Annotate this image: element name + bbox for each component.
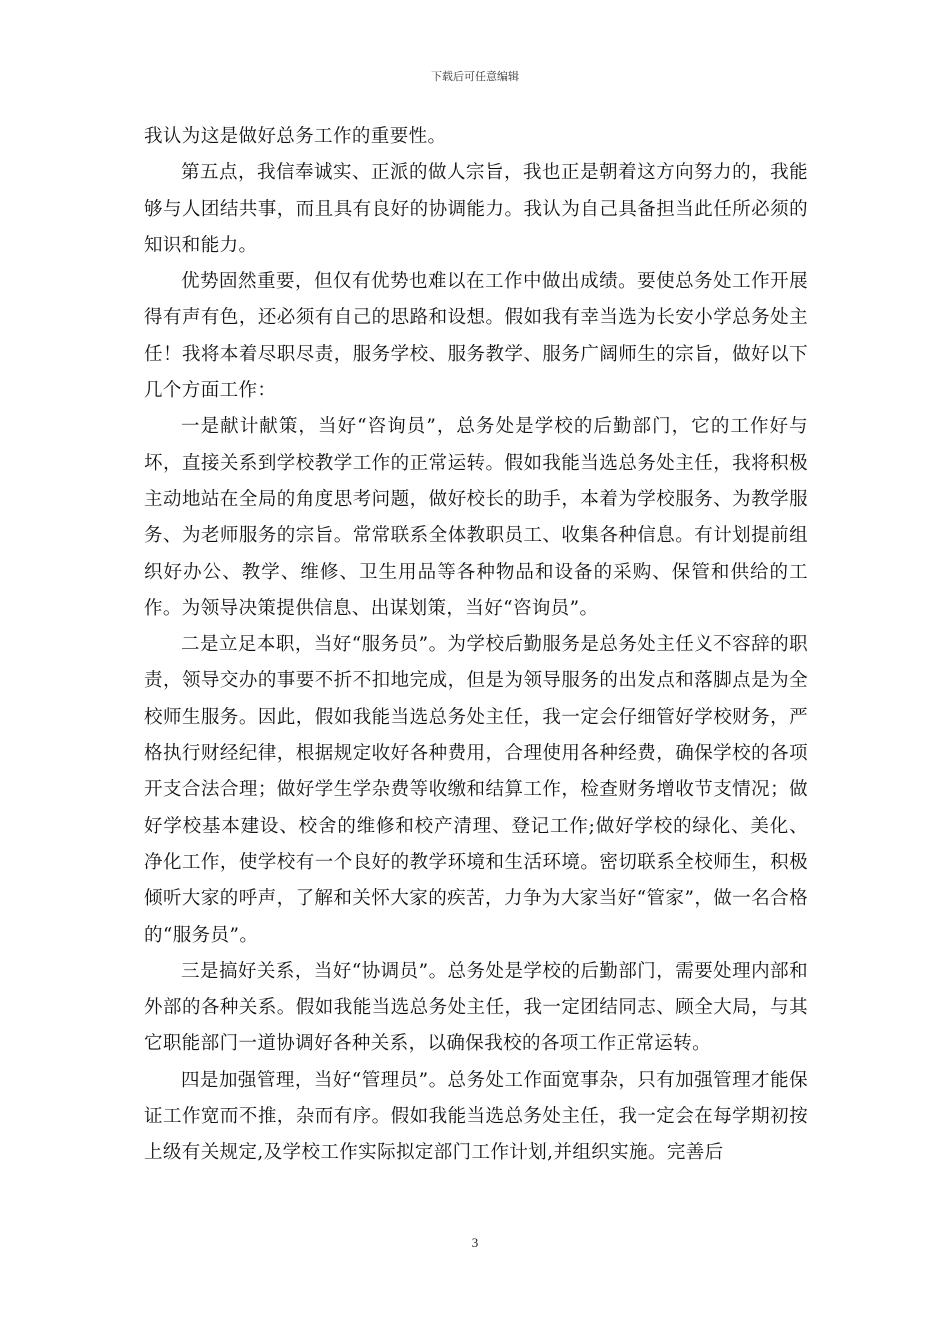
- paragraph-3: 优势固然重要，但仅有优势也难以在工作中做出成绩。要使总务处工作开展得有声有色，还必须有自己的思路和设想。假如我有幸当选为长安小学总务处主任！我将本着尽职尽责，服务学校、服务教学、服务广阔师生的宗旨，做好以下几个方面工作：: [144, 271, 808, 402]
- paragraph-5: 二是立足本职，当好“服务员”。为学校后勤服务是总务处主任义不容辞的职责，领导交办的事要不折不扣地完成，但是为领导服务的出发点和落脚点是为全校师生服务。因此，假如我能当选总务处主任，我一定会仔细管好学校财务，严格执行财经纪律，根据规定收好各种费用，合理使用各种经费，确保学校的各项开支合法合理；做好学生学杂费等收缴和结算工作，检查财务增收节支情况；做好学校基本建设、校舍的维修和校产清理、登记工作;做好学校的绿化、美化、净化工作，使学校有一个良好的教学环境和生活环境。密切联系全校师生，积极倾听大家的呼声，了解和关怀大家的疾苦，力争为大家当好“管家”，做一名合格的“服务员”。: [144, 634, 808, 946]
- paragraph-2: 第五点，我信奉诚实、正派的做人宗旨，我也正是朝着这方向努力的，我能够与人团结共事，而且具有良好的协调能力。我认为自己具备担当此任所必须的知识和能力。: [144, 162, 808, 256]
- page-number: 3: [471, 1235, 479, 1250]
- document-body: [144, 119, 808, 1172]
- page-header: 下载后可任意编辑: [431, 70, 519, 83]
- paragraph-7: 四是加强管理，当好“管理员”。总务处工作面宽事杂，只有加强管理才能保证工作宽而不推，杂而有序。假如我能当选总务处主任，我一定会在每学期初按上级有关规定,及学校工作实际拟定部门工作计划,并组织实施。完善后: [144, 1069, 808, 1164]
- paragraph-1: 我认为这是做好总务工作的重要性。: [144, 126, 447, 147]
- paragraph-6: 三是搞好关系，当好“协调员”。总务处是学校的后勤部门，需要处理内部和外部的各种关系。假如我能当选总务处主任，我一定团结同志、顾全大局，与其它职能部门一道协调好各种关系，以确保我校的各项工作正常运转。: [144, 960, 808, 1055]
- paragraph-4: 一是献计献策，当好“咨询员”，总务处是学校的后勤部门，它的工作好与坏，直接关系到学校教学工作的正常运转。假如我能当选总务处主任，我将积极主动地站在全局的角度思考问题，做好校长的助手，本着为学校服务、为教学服务、为老师服务的宗旨。常常联系全体教职员工、收集各种信息。有计划提前组织好办公、教学、维修、卫生用品等各种物品和设备的采购、保管和供给的工作。为领导决策提供信息、出谋划策，当好“咨询员”。: [144, 416, 808, 619]
